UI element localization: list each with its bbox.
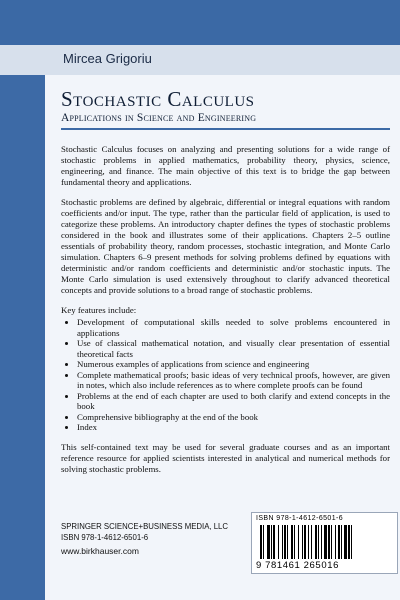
list-item: • Index — [77, 422, 390, 433]
book-subtitle: Applications in Science and Engineering — [61, 112, 257, 124]
closing-paragraph: This self-contained text may be used for several graduate courses and as an important reference resource for applied scientists interested in analytical and numerical methods for solving stochastic problems. — [61, 441, 390, 474]
barcode-bars — [260, 525, 388, 559]
content-panel — [45, 75, 400, 600]
features-heading: Key features include: — [61, 305, 137, 315]
barcode — [251, 512, 398, 574]
barcode-bar — [263, 525, 264, 559]
publisher-isbn: ISBN 978-1-4612-6501-6 — [61, 532, 149, 542]
barcode-bar — [284, 525, 286, 559]
barcode-bar — [294, 525, 295, 559]
list-item: • Development of computational skills needed to solve problems encountered in applications — [77, 317, 390, 338]
paragraph: Stochastic Calculus focuses on analyzing and presenting solutions for a wide range of stochastic problems in applied mathematics, probability theory, physics, science, engineering, and finance. The main objective of this text is to bridge the gap between fundamental theory and applications. — [61, 144, 390, 187]
barcode-bar — [304, 525, 306, 559]
barcode-bar — [282, 525, 283, 559]
top-color-band — [0, 0, 400, 45]
barcode-bar — [315, 525, 317, 559]
features-list — [61, 317, 390, 433]
barcode-bar — [311, 525, 312, 559]
barcode-bar — [338, 525, 340, 559]
barcode-bar — [331, 525, 332, 559]
blurb — [61, 144, 390, 475]
author-band — [0, 45, 400, 75]
barcode-bar — [308, 525, 309, 559]
book-title: Stochastic Calculus — [61, 87, 255, 111]
publisher-name: SPRINGER SCIENCE+BUSINESS MEDIA, LLC — [61, 522, 229, 531]
barcode-bar — [341, 525, 342, 559]
barcode-bar — [318, 525, 319, 559]
barcode-bar — [273, 525, 275, 559]
barcode-bar — [298, 525, 299, 559]
publisher-url: www.birkhauser.com — [61, 546, 139, 556]
barcode-bar — [267, 525, 270, 559]
barcode-bar — [271, 525, 272, 559]
barcode-bar — [335, 525, 336, 559]
barcode-bar — [260, 525, 262, 559]
barcode-isbn-label: ISBN 978-1-4612-6501-6 — [256, 515, 344, 522]
list-item: • Numerous examples of applications from science and engineering — [77, 359, 390, 370]
barcode-bar — [278, 525, 279, 559]
barcode-bar — [324, 525, 327, 559]
barcode-bar — [344, 525, 347, 559]
list-item: • Problems at the end of each chapter are used to both clarify and extend concepts in the book — [77, 391, 390, 412]
barcode-bar — [348, 525, 350, 559]
list-item: • Complete mathematical proofs; basic ideas of very technical proofs, however, are given in notes, which also include references as to where complete proofs can be found — [77, 370, 390, 391]
barcode-digits: 9 781461 265016 — [256, 560, 339, 571]
list-item: • Use of classical mathematical notation, and visually clear presentation of essential theoretical facts — [77, 338, 390, 359]
title-rule — [61, 128, 390, 130]
author-name: Mircea Grigoriu — [63, 51, 152, 66]
barcode-bar — [351, 525, 352, 559]
paragraph: Stochastic problems are defined by algebraic, differential or integral equations with random coefficients and/or input. The type, rather than the particular field of application, is used to categorize these problems. An introductory chapter defines the types of stochastic problems considered in the book and illustrates some of their applications. Chapters 2–5 outline essentials of probability theory, random processes, stochastic integration, and Monte Carlo simulation. Chapters 6–9 present methods for solving problems defined by equations with deterministic and/or random coefficients and deterministic and/or stochastic inputs. The Monte Carlo simulation is used extensively throughout to clarify advanced theoretical concepts and provide solutions to a broad range of stochastic problems. — [61, 197, 390, 295]
list-item: • Comprehensive bibliography at the end of the book — [77, 412, 390, 423]
barcode-bar — [287, 525, 288, 559]
barcode-bar — [291, 525, 293, 559]
publisher-info — [61, 522, 228, 557]
barcode-bar — [321, 525, 322, 559]
barcode-bar — [302, 525, 303, 559]
left-color-band — [0, 75, 45, 600]
barcode-bar — [328, 525, 330, 559]
